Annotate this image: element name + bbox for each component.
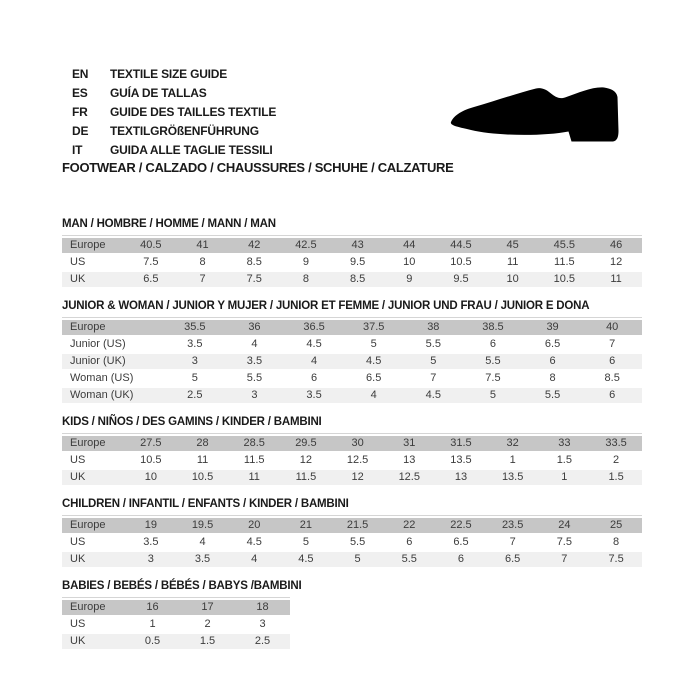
size-cell: 41: [177, 238, 229, 253]
table-rule: [62, 515, 642, 569]
size-cell: 9.5: [332, 255, 384, 270]
row-label: US: [62, 535, 125, 550]
row-label: Europe: [62, 436, 125, 451]
size-tables: [62, 218, 642, 651]
size-cell: 5.5: [332, 535, 384, 550]
kids-size-table: [62, 434, 642, 487]
size-cell: 1: [125, 617, 180, 632]
size-cell: 5: [332, 552, 384, 567]
size-cell: 5: [463, 388, 523, 403]
language-code: EN: [72, 66, 89, 81]
size-cell: 9: [280, 255, 332, 270]
size-cell: 13: [435, 470, 487, 485]
size-cell: 12.5: [332, 453, 384, 468]
size-cell: 44: [383, 238, 435, 253]
size-cell: 7.5: [228, 272, 280, 287]
size-table-row: [62, 354, 642, 369]
language-code: ES: [72, 85, 88, 100]
size-cell: 45.5: [539, 238, 591, 253]
row-label: UK: [62, 634, 125, 649]
size-cell: 11: [487, 255, 539, 270]
size-cell: 31.5: [435, 436, 487, 451]
row-label: Woman (UK): [62, 388, 165, 403]
size-cell: 19.5: [177, 518, 229, 533]
size-cell: 8.5: [228, 255, 280, 270]
size-cell: 6: [582, 354, 642, 369]
language-row-es: [72, 83, 276, 102]
size-cell: 7.5: [539, 535, 591, 550]
children-size-section: [62, 498, 642, 569]
dress-shoe-icon: [440, 78, 630, 153]
size-cell: 36: [225, 320, 285, 335]
size-table-row: [62, 453, 642, 468]
size-cell: 12: [590, 255, 642, 270]
size-table-row: [62, 617, 290, 632]
size-cell: 5: [165, 371, 225, 386]
size-cell: 3: [125, 552, 177, 567]
size-cell: 10.5: [435, 255, 487, 270]
size-cell: 10: [487, 272, 539, 287]
size-cell: 35.5: [165, 320, 225, 335]
size-cell: 6: [463, 337, 523, 352]
row-label: UK: [62, 552, 125, 567]
size-table-header-row: [62, 238, 642, 253]
size-cell: 37.5: [344, 320, 404, 335]
table-rule: [62, 597, 290, 651]
size-cell: 13: [383, 453, 435, 468]
size-cell: 5.5: [383, 552, 435, 567]
babies-size-table: [62, 598, 290, 651]
size-cell: 5: [404, 354, 464, 369]
row-label: Europe: [62, 600, 125, 615]
size-cell: 2: [590, 453, 642, 468]
size-cell: 46: [590, 238, 642, 253]
size-cell: 3.5: [284, 388, 344, 403]
size-cell: 1.5: [590, 470, 642, 485]
size-cell: 21.5: [332, 518, 384, 533]
language-code: DE: [72, 123, 89, 138]
row-label: US: [62, 255, 125, 270]
size-cell: 9: [383, 272, 435, 287]
size-cell: 40: [582, 320, 642, 335]
size-cell: 8: [177, 255, 229, 270]
size-cell: 11.5: [280, 470, 332, 485]
size-cell: 7: [404, 371, 464, 386]
size-cell: 1: [539, 470, 591, 485]
language-code: IT: [72, 142, 83, 157]
size-cell: 33: [539, 436, 591, 451]
size-cell: 13.5: [435, 453, 487, 468]
size-cell: 8: [523, 371, 583, 386]
size-cell: 29.5: [280, 436, 332, 451]
size-cell: 24: [539, 518, 591, 533]
junior-woman-size-table: [62, 318, 642, 405]
size-table-header-row: [62, 600, 290, 615]
size-cell: 10: [125, 470, 177, 485]
babies-section-title: BABIES / BEBÉS / BÉBÉS / BABYS /BAMBINI: [62, 580, 302, 592]
size-cell: 5.5: [523, 388, 583, 403]
size-table-header-row: [62, 518, 642, 533]
size-cell: 7.5: [463, 371, 523, 386]
babies-size-section: [62, 580, 642, 651]
size-cell: 1: [487, 453, 539, 468]
size-cell: 2: [180, 617, 235, 632]
size-cell: 1.5: [539, 453, 591, 468]
size-cell: 5.5: [463, 354, 523, 369]
size-cell: 11: [177, 453, 229, 468]
size-cell: 42: [228, 238, 280, 253]
size-cell: 33.5: [590, 436, 642, 451]
size-cell: 11: [228, 470, 280, 485]
size-cell: 9.5: [435, 272, 487, 287]
size-cell: 6.5: [435, 535, 487, 550]
man-size-section: [62, 218, 642, 289]
junior-woman-section-title: JUNIOR & WOMAN / JUNIOR Y MUJER / JUNIOR ET FEMME / JUNIOR UND FRAU / JUNIOR E DONA: [62, 300, 590, 312]
size-cell: 3: [235, 617, 290, 632]
size-cell: 8: [590, 535, 642, 550]
size-cell: 7: [177, 272, 229, 287]
size-cell: 4: [344, 388, 404, 403]
size-table-row: [62, 470, 642, 485]
language-label: GUÍA DE TALLAS: [110, 85, 207, 100]
size-cell: 12.5: [383, 470, 435, 485]
size-cell: 4.5: [284, 337, 344, 352]
size-cell: 3.5: [165, 337, 225, 352]
size-cell: 28.5: [228, 436, 280, 451]
size-table-row: [62, 388, 642, 403]
size-cell: 7.5: [590, 552, 642, 567]
size-cell: 39: [523, 320, 583, 335]
size-cell: 6: [284, 371, 344, 386]
size-table-row: [62, 552, 642, 567]
size-cell: 10: [383, 255, 435, 270]
size-cell: 4: [177, 535, 229, 550]
size-cell: 13.5: [487, 470, 539, 485]
size-cell: 7: [487, 535, 539, 550]
children-size-table: [62, 516, 642, 569]
size-cell: 25: [590, 518, 642, 533]
size-cell: 10.5: [125, 453, 177, 468]
row-label: Junior (US): [62, 337, 165, 352]
size-cell: 6: [582, 388, 642, 403]
size-cell: 27.5: [125, 436, 177, 451]
size-cell: 3.5: [225, 354, 285, 369]
size-cell: 6: [435, 552, 487, 567]
size-cell: 38.5: [463, 320, 523, 335]
size-cell: 0.5: [125, 634, 180, 649]
size-cell: 21: [280, 518, 332, 533]
size-cell: 4.5: [228, 535, 280, 550]
size-cell: 45: [487, 238, 539, 253]
row-label: Junior (UK): [62, 354, 165, 369]
row-label: UK: [62, 272, 125, 287]
language-row-it: [72, 140, 276, 159]
row-label: UK: [62, 470, 125, 485]
size-cell: 23.5: [487, 518, 539, 533]
language-legend: [72, 64, 276, 159]
size-cell: 5: [280, 535, 332, 550]
size-cell: 7: [582, 337, 642, 352]
man-section-title: MAN / HOMBRE / HOMME / MANN / MAN: [62, 218, 276, 230]
row-label: US: [62, 453, 125, 468]
table-rule: [62, 433, 642, 487]
size-cell: 36.5: [284, 320, 344, 335]
footwear-category-title: FOOTWEAR / CALZADO / CHAUSSURES / SCHUHE / CALZATURE: [62, 160, 454, 175]
size-table-row: [62, 255, 642, 270]
row-label: Europe: [62, 238, 125, 253]
size-cell: 38: [404, 320, 464, 335]
language-label: TEXTILE SIZE GUIDE: [110, 66, 228, 81]
size-cell: 7: [539, 552, 591, 567]
size-cell: 3.5: [177, 552, 229, 567]
language-code: FR: [72, 104, 88, 119]
size-cell: 6.5: [125, 272, 177, 287]
table-rule: [62, 317, 642, 405]
kids-size-section: [62, 416, 642, 487]
size-cell: 30: [332, 436, 384, 451]
language-row-en: [72, 64, 276, 83]
man-size-table: [62, 236, 642, 289]
size-cell: 5: [344, 337, 404, 352]
language-label: GUIDA ALLE TAGLIE TESSILI: [110, 142, 273, 157]
size-cell: 4: [284, 354, 344, 369]
size-cell: 7.5: [125, 255, 177, 270]
size-cell: 43: [332, 238, 384, 253]
size-cell: 42.5: [280, 238, 332, 253]
size-table-row: [62, 634, 290, 649]
size-table-row: [62, 535, 642, 550]
size-cell: 11: [590, 272, 642, 287]
size-cell: 2.5: [165, 388, 225, 403]
table-rule: [62, 235, 642, 289]
language-label: GUIDE DES TAILLES TEXTILE: [110, 104, 277, 119]
size-cell: 11.5: [539, 255, 591, 270]
size-table-header-row: [62, 436, 642, 451]
size-cell: 40.5: [125, 238, 177, 253]
row-label: US: [62, 617, 125, 632]
size-table-row: [62, 371, 642, 386]
size-cell: 32: [487, 436, 539, 451]
size-cell: 44.5: [435, 238, 487, 253]
size-cell: 6: [523, 354, 583, 369]
size-cell: 3: [165, 354, 225, 369]
size-cell: 18: [235, 600, 290, 615]
size-cell: 12: [332, 470, 384, 485]
size-cell: 22: [383, 518, 435, 533]
size-cell: 6.5: [344, 371, 404, 386]
size-cell: 10.5: [177, 470, 229, 485]
size-cell: 4.5: [280, 552, 332, 567]
size-cell: 3.5: [125, 535, 177, 550]
size-cell: 11.5: [228, 453, 280, 468]
size-cell: 4.5: [404, 388, 464, 403]
size-cell: 16: [125, 600, 180, 615]
size-cell: 17: [180, 600, 235, 615]
language-label: TEXTILGRÖßENFÜHRUNG: [110, 123, 259, 138]
size-cell: 4: [228, 552, 280, 567]
size-cell: 12: [280, 453, 332, 468]
size-table-row: [62, 272, 642, 287]
size-cell: 28: [177, 436, 229, 451]
row-label: Woman (US): [62, 371, 165, 386]
kids-section-title: KIDS / NIÑOS / DES GAMINS / KINDER / BAMBINI: [62, 416, 322, 428]
size-cell: 2.5: [235, 634, 290, 649]
size-cell: 19: [125, 518, 177, 533]
size-cell: 20: [228, 518, 280, 533]
size-cell: 6.5: [523, 337, 583, 352]
size-cell: 6.5: [487, 552, 539, 567]
size-cell: 3: [225, 388, 285, 403]
language-row-de: [72, 121, 276, 140]
junior-woman-size-section: [62, 300, 642, 405]
size-cell: 5.5: [225, 371, 285, 386]
size-cell: 4.5: [344, 354, 404, 369]
size-cell: 8: [280, 272, 332, 287]
children-section-title: CHILDREN / INFANTIL / ENFANTS / KINDER / BAMBINI: [62, 498, 349, 510]
size-cell: 31: [383, 436, 435, 451]
language-row-fr: [72, 102, 276, 121]
size-cell: 6: [383, 535, 435, 550]
size-cell: 8.5: [332, 272, 384, 287]
size-table-row: [62, 337, 642, 352]
size-table-header-row: [62, 320, 642, 335]
size-cell: 10.5: [539, 272, 591, 287]
row-label: Europe: [62, 320, 165, 335]
size-cell: 22.5: [435, 518, 487, 533]
size-cell: 4: [225, 337, 285, 352]
size-cell: 1.5: [180, 634, 235, 649]
size-cell: 5.5: [404, 337, 464, 352]
row-label: Europe: [62, 518, 125, 533]
size-cell: 8.5: [582, 371, 642, 386]
